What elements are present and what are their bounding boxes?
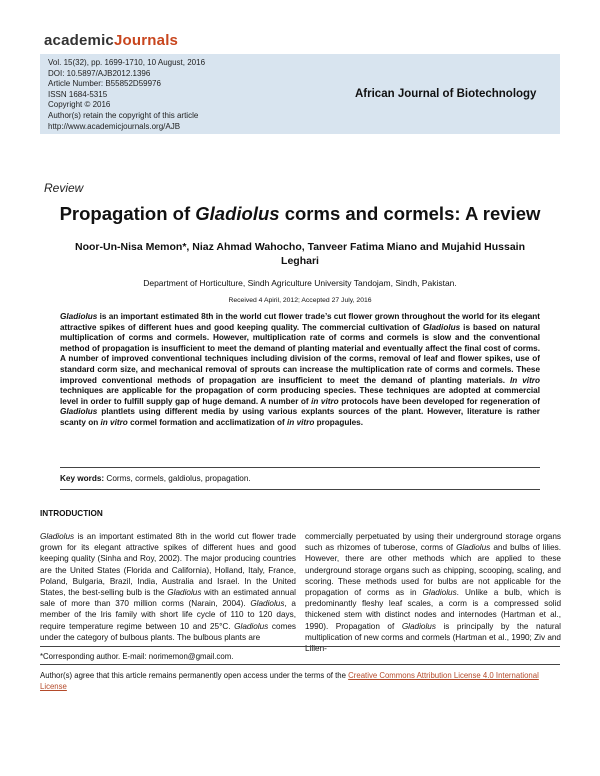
publisher-logo (44, 32, 178, 49)
meta-url[interactable]: http://www.academicjournals.org/AJB (48, 121, 181, 131)
divider (60, 489, 540, 490)
keywords-text: Corms, cormels, galdiolus, propagation. (104, 474, 251, 483)
abs-text: techniques are applicable for the propagation of corm producing species. These techniques are adopted at commercial level in order to fulfill supply gap of huge demand. A number of (60, 386, 540, 406)
title-part: Propagation of (59, 203, 196, 224)
body-text: and bulbs of lilies. However, there are other methods which are applied to these underground storage organs such as chipping, scooping, scaling, and scoring. These methods used for bulbs are not applicable for the propagation of corms as in (305, 543, 562, 598)
section-heading-introduction: INTRODUCTION (40, 509, 103, 518)
abs-italic: in vitro (287, 417, 315, 427)
license-text: Author(s) agree that this article remains permanently open access under the terms of the (40, 671, 349, 680)
body-italic: Gladiolus (456, 543, 491, 553)
abs-italic: In vitro (510, 375, 540, 385)
received-accepted-dates: Received 4 Apiril, 2012; Accepted 27 July, 2016 (228, 297, 372, 304)
keywords (60, 474, 251, 483)
license-link[interactable]: Creative Commons Attribution License 4.0 International License (40, 671, 539, 691)
abs-text: is based on natural multiplication of corms and cormels. However, multiplication rate of corms and cormels is slow and the conventional method of propagation is insufficient to meet the demand of planting material and eventually affect the final cost of corms. A number of improved conventional techniques including division of the corms, removal of leaf and flower spikes, use of standard corm size, and mechanical removal of sprouts can increase the multiplication rate of corms and cormels. These improved conventional methods of propagation are insufficient to meet the demand of planting materials. (60, 322, 540, 385)
title-part: corms and cormels: A review (279, 203, 541, 224)
journal-name: African Journal of Biotechnology (355, 88, 537, 100)
abstract (60, 312, 540, 429)
footnote-divider (40, 646, 560, 647)
article-title (0, 203, 600, 225)
abs-text: protocols have been developed for regeneration of (338, 396, 540, 406)
body-italic: Gladiolus (401, 621, 436, 631)
body-text: . Unlike a bulb, which is predominantly fleshy leaf scales, a corm is a compressed solid thickened stem with distinct nodes and internodes (Hartman et al., 1990). Propagation of (305, 588, 561, 631)
body-text: is an important estimated 8th in the world cut flower trade grown for its elegant attractive spikes of different hues and good keeping quality (Sinha and Roy, 2002). The major producing countries are the United States (Florida and California), Holland, Italy, France, Poland, Bulgaria, Brazil, India, Australia and Israel. In the United States, the best-selling bulb is the (40, 532, 296, 598)
body-column-right (305, 531, 561, 654)
body-italic: Gladiolus (250, 599, 285, 609)
abs-text: plantlets using different media by using various explants sources of the plant. However, literature is rather scanty on (60, 407, 540, 427)
body-italic: Gladiolus (422, 588, 457, 598)
abs-italic: in vitro (100, 417, 128, 427)
body-text: commercially perpetuated by using their underground storage organs such as rhizomes of tuberose, corms of (305, 532, 561, 553)
body-column-left (40, 531, 296, 643)
affiliation: Department of Horticulture, Sindh Agriculture University Tandojam, Sindh, Pakistan. (143, 278, 457, 288)
abs-italic: in vitro (311, 396, 339, 406)
meta-rights: Author(s) retain the copyright of this article (48, 110, 199, 120)
keywords-label: Key words: (60, 474, 105, 483)
meta-doi: DOI: 10.5897/AJB2012.1396 (48, 68, 151, 78)
body-italic: Gladiolus (40, 532, 75, 541)
body-text: comes under the category of bulbous plants. The bulbous plants are (40, 621, 296, 642)
logo-text-academic: academic (44, 32, 114, 49)
license-notice (40, 670, 560, 692)
abs-italic: Gladiolus (60, 312, 98, 321)
abs-text: propagules. (314, 417, 364, 427)
article-metadata (48, 58, 205, 132)
corresponding-author: *Corresponding author. E-mail: norimemon@gmail.com. (40, 652, 234, 661)
abs-text: cormel formation and acclimatization of (127, 417, 288, 427)
abs-text: is an important estimated 8th in the world cut flower trade’s cut flower grown throughout the world for its elegant attractive spikes of different hues and good keeping quality. The commercial cultivation of (60, 312, 540, 332)
meta-article-number: Article Number: B55852D59976 (48, 79, 161, 89)
body-text: , a member of the Iris family with short life cycle of 110 to 120 days, require temperature regime between 10 and 25°C. (40, 599, 296, 631)
title-italic: Gladiolus (195, 203, 280, 224)
meta-volume: Vol. 15(32), pp. 1699-1710, 10 August, 2016 (48, 58, 206, 67)
body-italic: Gladiolus (167, 588, 202, 598)
abs-italic: Gladiolus (60, 407, 98, 417)
body-text: is principally by the natural multiplication of new corms and cormels (Hartman et al., 1990; Ziv and Lilien- (305, 621, 561, 654)
meta-copyright: Copyright © 2016 (48, 100, 111, 110)
divider (60, 467, 540, 468)
author-list: Noor-Un-Nisa Memon*, Niaz Ahmad Wahocho, Tanveer Fatima Miano and Mujahid Hussain Leghari (75, 241, 525, 267)
abs-italic: Gladiolus (422, 322, 461, 332)
logo-text-journals: Journals (113, 32, 179, 49)
body-text: with an estimated annual sale of more than 370 million corms (Narain, 2004). (40, 588, 296, 609)
body-italic: Gladiolus (234, 621, 269, 631)
footnote-divider (40, 664, 560, 665)
meta-issn: ISSN 1684-5315 (48, 89, 108, 99)
article-type: Review (44, 181, 84, 195)
